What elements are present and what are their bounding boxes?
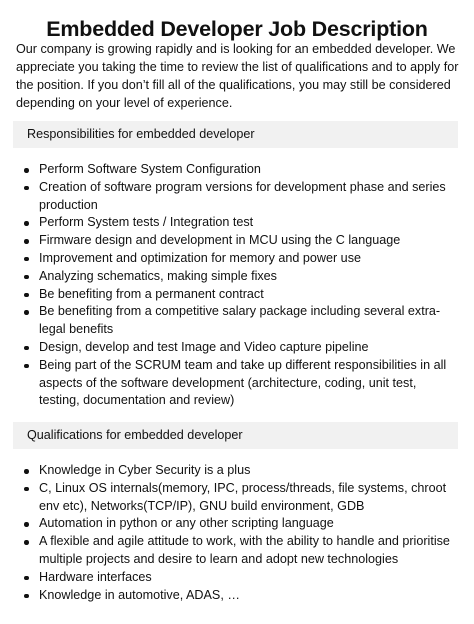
list-item-text: Improvement and optimization for memory and power use <box>39 250 361 265</box>
list-item-text: Automation in python or any other scripting language <box>39 516 334 531</box>
list-item <box>0 569 474 587</box>
intro-paragraph: Our company is growing rapidly and is looking for an embedded developer. We appreciate you taking the time to review the list of qualifications and to apply for the position. If you don’t fill all of the qualifications, you may still be considered depending on your level of experience. <box>16 42 459 110</box>
bullet-icon <box>24 594 29 599</box>
bullet-icon <box>24 257 29 262</box>
bullet-icon <box>24 310 29 315</box>
list-item-text: Knowledge in Cyber Security is a plus <box>39 463 251 477</box>
bullet-icon <box>24 469 29 474</box>
bullet-icon <box>24 186 29 191</box>
list-item <box>0 232 474 250</box>
bullet-icon <box>24 487 29 492</box>
bullet-icon <box>24 522 29 527</box>
list-item-text: Perform System tests / Integration test <box>39 215 254 230</box>
bullet-icon <box>24 239 29 244</box>
list-item <box>0 179 474 215</box>
responsibilities-heading: Responsibilities for embedded developer <box>13 121 458 148</box>
bullet-icon <box>24 364 29 369</box>
bullet-icon <box>24 346 29 351</box>
list-item-text: Be benefiting from a permanent contract <box>39 286 264 301</box>
list-item-text: Knowledge in automotive, ADAS, … <box>39 587 240 602</box>
bullet-icon <box>24 275 29 280</box>
list-item-text: Be benefiting from a competitive salary package including several extra-legal benefits <box>39 304 441 337</box>
bullet-icon <box>24 168 29 173</box>
bullet-icon <box>24 293 29 298</box>
list-item <box>0 480 474 516</box>
list-item-text: A flexible and agile attitude to work, with the ability to handle and prioritise multiple projects and desire to learn and adopt new technologies <box>39 534 450 566</box>
list-item <box>0 268 474 286</box>
bullet-icon <box>24 576 29 581</box>
list-item <box>0 587 474 605</box>
bullet-icon <box>24 221 29 226</box>
list-item-text: Analyzing schematics, making simple fixes <box>39 268 277 283</box>
list-item <box>0 515 474 533</box>
list-item-text: Creation of software program versions for development phase and series production <box>39 179 446 212</box>
list-item <box>0 214 474 232</box>
list-item <box>0 339 474 357</box>
bullet-icon <box>24 540 29 545</box>
list-item-text: Being part of the SCRUM team and take up different responsibilities in all aspects of the software development (architecture, coding, unit test, testing, documentation and review) <box>39 357 447 408</box>
list-item <box>0 161 474 179</box>
qualifications-heading: Qualifications for embedded developer <box>13 422 458 449</box>
responsibilities-list <box>0 161 474 410</box>
qualifications-list <box>0 462 474 604</box>
list-item <box>0 250 474 268</box>
list-item <box>0 533 474 569</box>
list-item-text: C, Linux OS internals(memory, IPC, process/threads, file systems, chroot env etc), Networks(TCP/IP), GNU build environment, GDB <box>39 480 447 513</box>
list-item <box>0 462 474 480</box>
list-item-text: Hardware interfaces <box>39 569 152 584</box>
list-item-text: Firmware design and development in MCU using the C language <box>39 233 401 248</box>
list-item <box>0 357 474 410</box>
list-item-text: Design, develop and test Image and Video capture pipeline <box>39 339 369 354</box>
list-item-text: Perform Software System Configuration <box>39 162 261 176</box>
page-title: Embedded Developer Job Description <box>46 17 428 42</box>
list-item <box>0 303 474 339</box>
list-item <box>0 286 474 304</box>
